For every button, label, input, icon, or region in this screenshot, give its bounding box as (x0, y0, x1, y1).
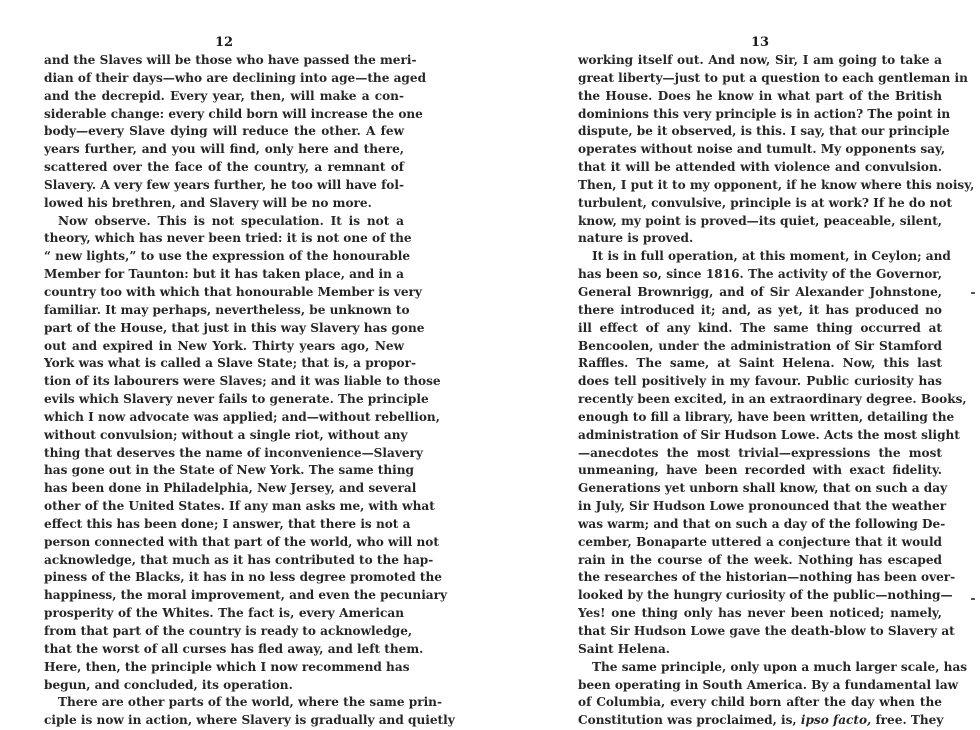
text-line: Now observe. This is not speculation. It is not a (58, 213, 404, 228)
text-line: enough to fill a library, have been written, detailing the (578, 409, 955, 424)
text-line: has been so, since 1816. The activity of the Governor, (578, 267, 942, 282)
body-text (578, 52, 975, 730)
text-line: —anecdotes the most trivial—expressions the most (578, 445, 942, 460)
text-line: administration of Sir Hudson Lowe. Acts the most slight (578, 427, 960, 442)
page-number: 13 (750, 35, 770, 50)
text-line: and the decrepid. Every year, then, will make a con- (44, 88, 404, 103)
text-line: Saint Helena. (578, 641, 671, 656)
text-line: thing that deserves the name of inconvenience—Slavery (44, 445, 423, 460)
text-line: It is in full operation, at this moment, in Ceylon; and (592, 249, 951, 264)
text-line: evils which Slavery never fails to generate. The principle (44, 392, 429, 407)
text-line: There are other parts of the world, where the same prin- (58, 695, 442, 710)
text-line: dian of their days—who are declining into age—the aged (44, 70, 427, 85)
text-line: prosperity of the Whites. The fact is, every American (44, 606, 404, 621)
text-line: The same principle, only upon a much larger scale, has (592, 659, 968, 674)
text-line: the researches of the historian—nothing has been over- (578, 570, 956, 585)
text-line: cember, Bonaparte uttered a conjecture that it would (578, 534, 942, 549)
text-line: which I now advocate was applied; and—without rebellion, (44, 409, 440, 424)
text-line: been operating in South America. By a fundamental law (578, 677, 959, 692)
text-line: General Brownrigg, and of Sir Alexander Johnstone, (578, 284, 942, 299)
text-line: has been done in Philadelphia, New Jersey, and several (44, 481, 417, 496)
text-line: ciple is now in action, where Slavery is gradually and quietly (44, 713, 455, 728)
text-line: Raffles. The same, at Saint Helena. Now, this last (578, 356, 942, 371)
text-line: has gone out in the State of New York. The same thing (44, 463, 414, 478)
text-line: country too with which that honourable Member is very (44, 284, 422, 299)
text-line: out and expired in New York. Thirty years ago, New (44, 338, 404, 353)
right-page (578, 0, 975, 730)
text-line: Constitution was proclaimed, is, ipso facto, free. They (578, 713, 944, 728)
scan-mark (971, 292, 975, 294)
text-line: of Columbia, every child born after the day when the (578, 695, 942, 710)
text-line: rain in the course of the week. Nothing has escaped (578, 552, 942, 567)
text-line: “ new lights,” to use the expression of the honourable (44, 249, 411, 264)
text-line: and the Slaves will be those who have passed the meri- (44, 53, 417, 67)
scan-mark (971, 598, 975, 600)
text-line: was warm; and that on such a day of the following De- (578, 516, 946, 531)
text-line: that Sir Hudson Lowe gave the death-blow to Slavery at (578, 624, 955, 638)
text-line: know, my point is proved—its quiet, peaceable, silent, (578, 213, 942, 228)
text-line: Then, I put it to my opponent, if he know where this noisy, (578, 177, 975, 192)
text-line: working itself out. And now, Sir, I am going to take a (578, 53, 942, 67)
text-line: turbulent, convulsive, principle is at work? If he do not (578, 195, 953, 210)
text-line: Here, then, the principle which I now recommend has (44, 659, 410, 674)
text-line: dispute, be it observed, is this. I say, that our principle (578, 124, 950, 139)
text-line: that it will be attended with violence and convulsion. (578, 160, 942, 175)
text-line: happiness, the moral improvement, and even the pecuniary (44, 588, 448, 603)
text-line: other of the United States. If any man asks me, with what (44, 499, 435, 514)
text-line: effect this has been done; I answer, that there is not a (44, 516, 411, 531)
text-line: siderable change: every child born will increase the one (44, 106, 423, 121)
text-line: years further, and you will find, only here and there, (44, 142, 404, 157)
text-line: acknowledge, that much as it has contributed to the hap- (44, 552, 434, 567)
body-text (44, 52, 455, 730)
text-line: body—every Slave dying will reduce the other. A few (44, 124, 404, 139)
text-line: theory, which has never been tried: it is not one of the (44, 231, 412, 246)
text-line: York was what is called a Slave State; that is, a propor- (44, 356, 417, 371)
text-line: Member for Taunton: but it has taken place, and in a (44, 267, 404, 282)
text-line: unmeaning, have been recorded with exact fidelity. (578, 463, 942, 478)
text-line: begun, and concluded, its operation. (44, 677, 293, 692)
text-line: the House. Does he know in what part of the British (578, 88, 942, 103)
text-line: Slavery. A very few years further, he too will have fol- (44, 177, 404, 192)
text-line: great liberty—just to put a question to each gentleman in (578, 70, 968, 85)
text-line: Yes! one thing only has never been noticed; namely, (578, 606, 942, 621)
text-line: tion of its labourers were Slaves; and it was liable to those (44, 374, 441, 389)
page-number: 12 (214, 35, 234, 50)
text-line: person connected with that part of the world, who will not (44, 534, 439, 549)
text-line: does tell positively in my favour. Public curiosity has (578, 374, 942, 389)
text-line: in July, Sir Hudson Lowe pronounced that the weather (578, 499, 947, 514)
text-line: there introduced it; and, as yet, it has produced no (578, 302, 942, 317)
text-line: dominions this very principle is in action? The point in (578, 106, 951, 121)
text-line: looked by the hungry curiosity of the public—nothing— (578, 588, 953, 603)
text-line: Bencoolen, under the administration of Sir Stamford (578, 338, 942, 353)
text-line: piness of the Blacks, it has in no less degree promoted the (44, 570, 442, 585)
text-line: part of the House, that just in this way Slavery has gone (44, 320, 425, 335)
text-line: without convulsion; without a single riot, without any (44, 427, 408, 442)
text-line: ill effect of any kind. The same thing occurred at (578, 320, 942, 335)
text-line: nature is proved. (578, 231, 694, 246)
text-line: lowed his brethren, and Slavery will be no more. (44, 195, 372, 210)
text-line: scattered over the face of the country, a remnant of (44, 160, 404, 175)
left-page (44, 0, 455, 730)
text-line: familiar. It may perhaps, nevertheless, be unknown to (44, 302, 410, 317)
text-line: recently been excited, in an extraordinary degree. Books, (578, 392, 967, 407)
text-line: operates without noise and tumult. My opponents say, (578, 142, 946, 157)
text-line: Generations yet unborn shall know, that on such a day (578, 481, 948, 496)
text-line: from that part of the country is ready to acknowledge, (44, 624, 413, 638)
text-line: that the worst of all curses has fled away, and left them. (44, 641, 424, 656)
